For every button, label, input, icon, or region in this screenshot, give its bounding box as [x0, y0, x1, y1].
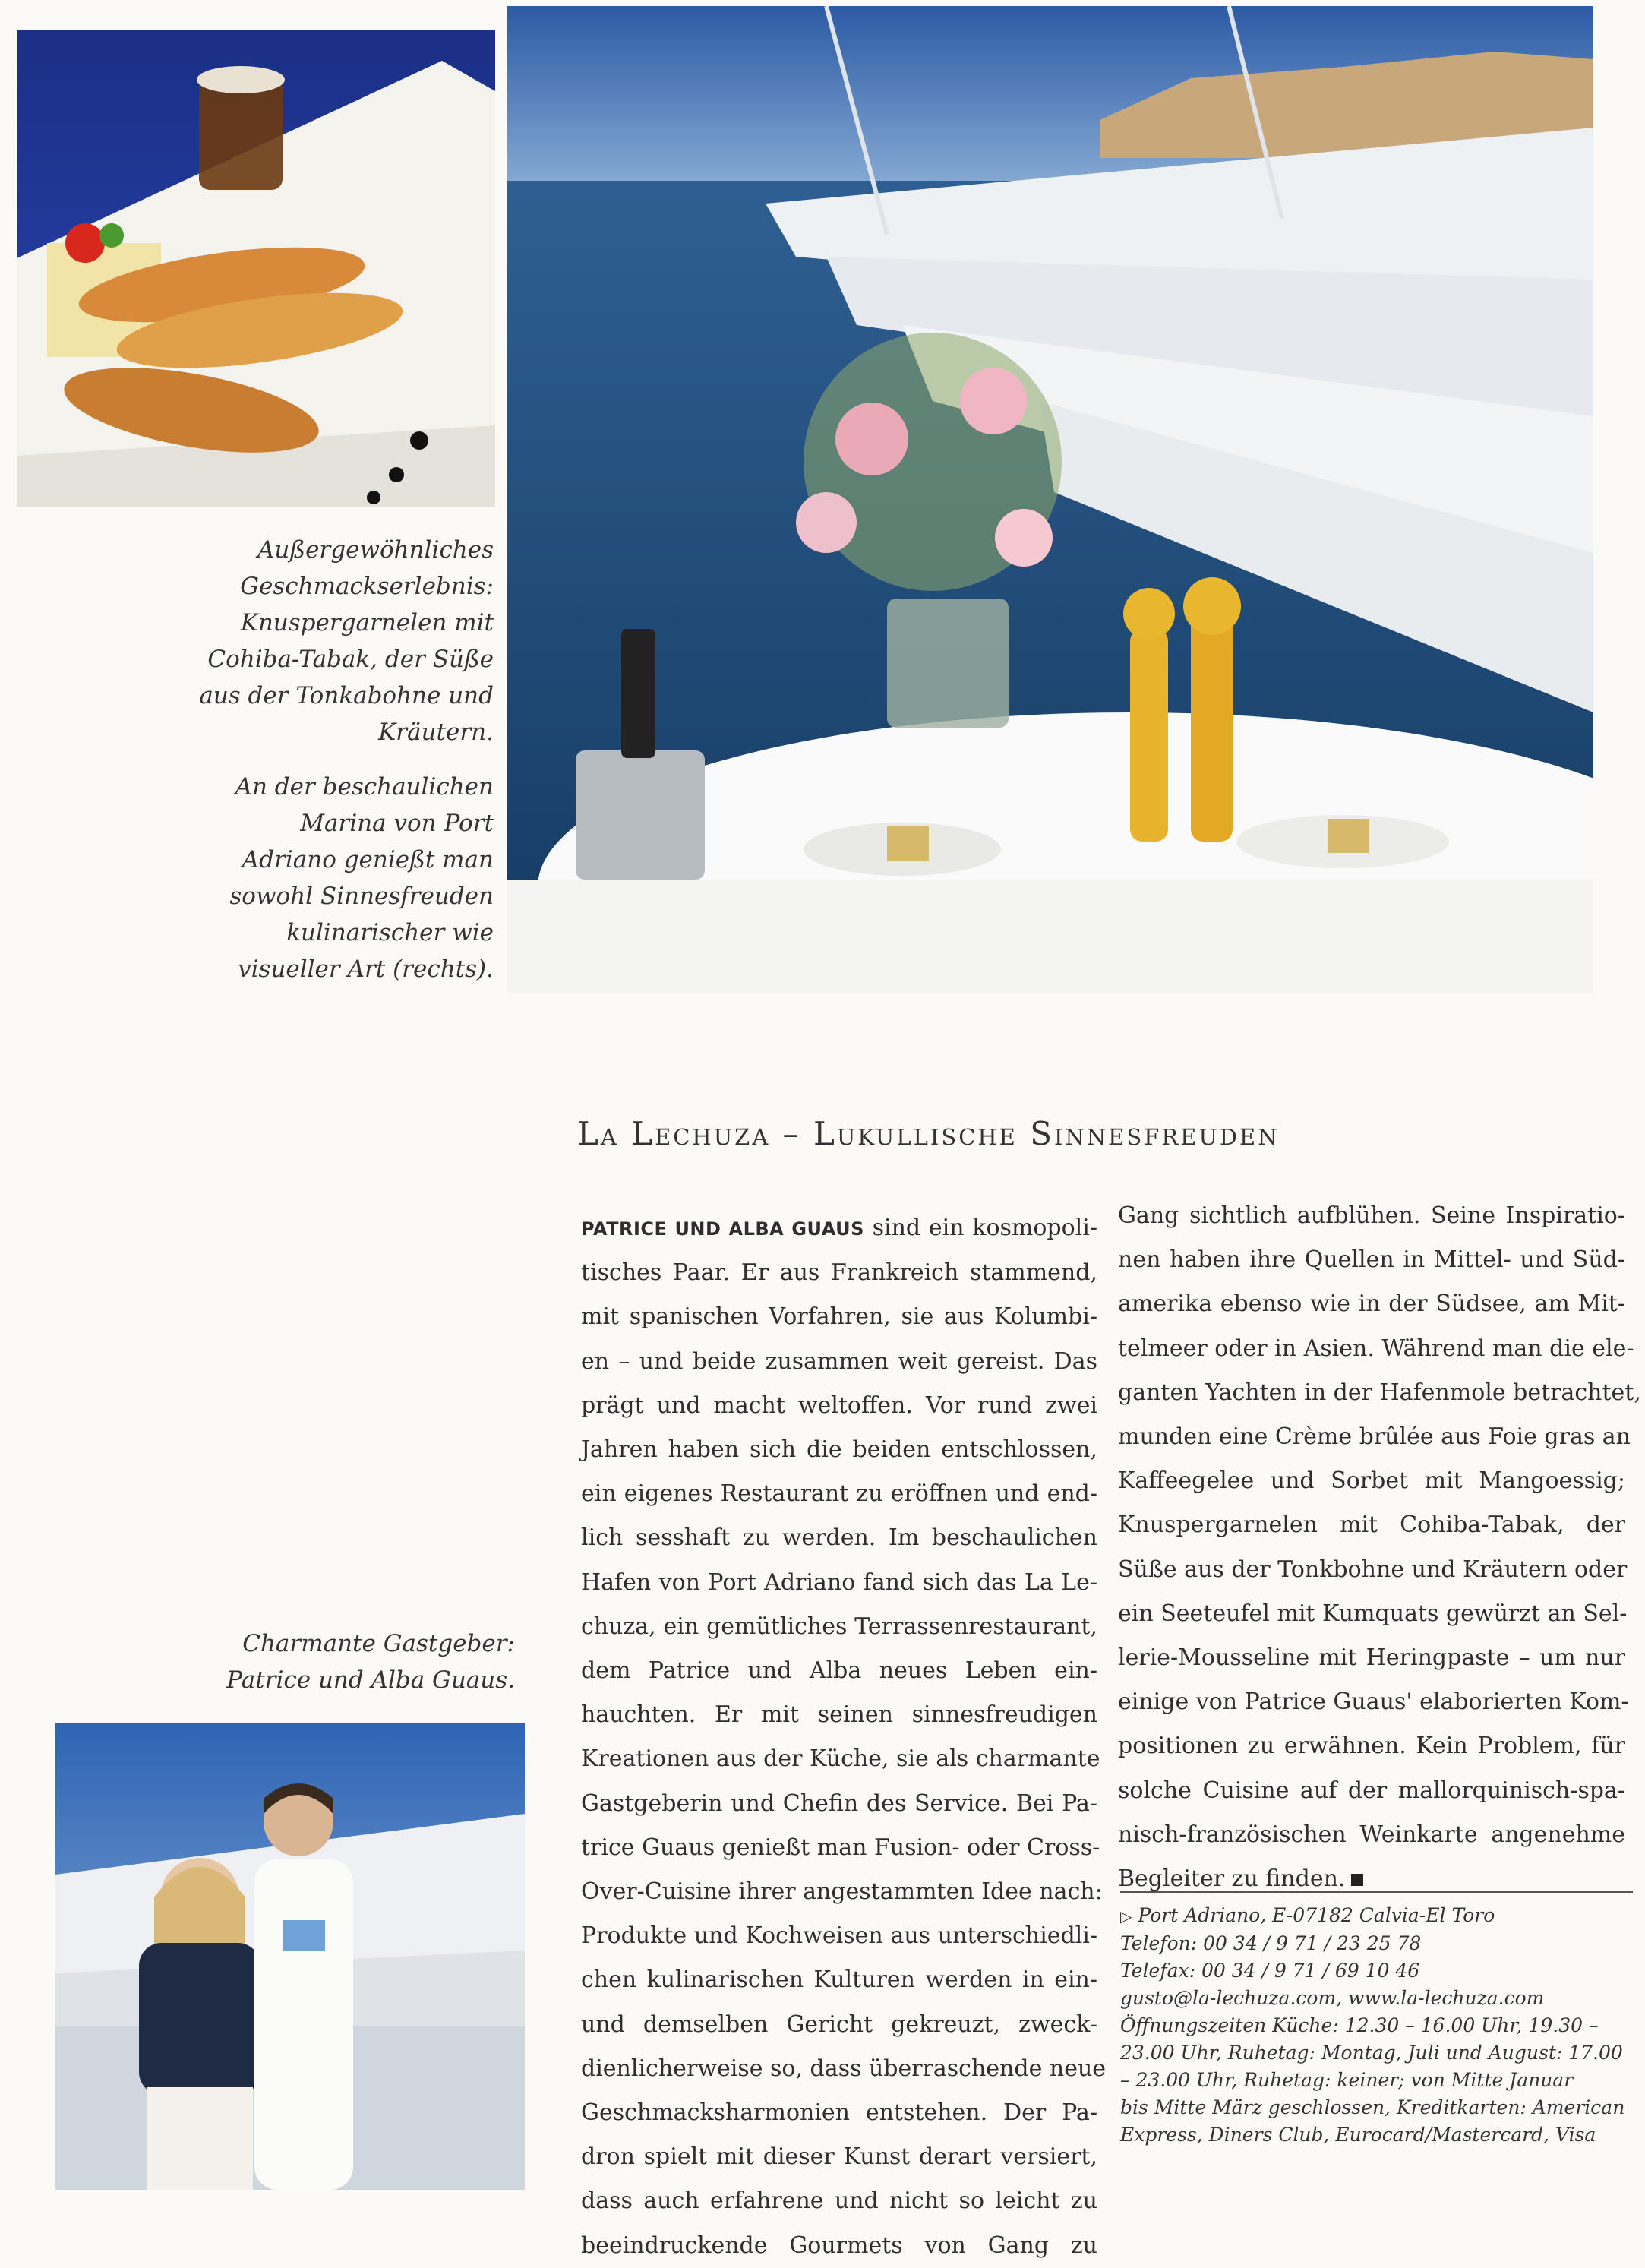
text-line: und demselben Gericht gekreuzt, zweck-: [581, 2011, 1097, 2038]
caption-food: [175, 532, 494, 750]
caption-line: Patrice und Alba Guaus.: [226, 1666, 515, 1694]
text-line: mit spanischen Vorfahren, sie aus Kolumbi-: [581, 1303, 1097, 1331]
caption-marina: [175, 769, 494, 987]
end-mark-icon: [1351, 1874, 1363, 1886]
text-line: Over-Cuisine ihrer angestammten Idee nach:: [581, 1878, 1103, 1906]
caption-line: Cohiba-Tabak, der Süße: [207, 646, 494, 673]
text-line: dienlicherweise so, dass überraschende neue: [581, 2055, 1107, 2082]
caption-hosts: [190, 1625, 515, 1698]
info-hours: – 23.00 Uhr, Ruhetag: keiner; von Mitte Januar: [1120, 2069, 1574, 2091]
text-line: tisches Paar. Er aus Frankreich stammend,: [581, 1259, 1097, 1287]
text-line: Geschmacksharmonien entstehen. Der Pa-: [581, 2099, 1097, 2127]
text-line: Begleiter zu finden.: [1118, 1865, 1346, 1893]
text-line: telmeer oder in Asien. Während man die ele-: [1118, 1335, 1634, 1362]
caption-line: sowohl Sinnesfreuden: [229, 883, 494, 910]
text-line: hauchten. Er mit seinen sinnesfreudigen: [581, 1701, 1097, 1729]
food-photo: [17, 30, 495, 507]
text-line: nisch-französischen Weinkarte angenehme: [1118, 1821, 1625, 1848]
text-line: Süße aus der Tonkbohne und Kräutern oder: [1118, 1556, 1628, 1583]
text-line: Kaffeegelee und Sorbet mit Mangoessig;: [1118, 1467, 1625, 1495]
text-line: ein Seeteufel mit Kumquats gewürzt an Sel-: [1118, 1600, 1628, 1627]
caption-line: Außergewöhnliches: [257, 536, 494, 564]
text-line: amerika ebenso wie in der Südsee, am Mit-: [1118, 1290, 1625, 1318]
marina-table-photo: [507, 6, 1593, 993]
text-line: Produkte und Kochweisen aus unterschiedli-: [581, 1922, 1097, 1950]
text-line: positionen zu erwähnen. Kein Problem, für: [1118, 1733, 1625, 1760]
caption-line: Knuspergarnelen mit: [240, 609, 494, 636]
caption-line: An der beschaulichen: [235, 773, 494, 801]
caption-line: Kräutern.: [378, 719, 494, 746]
info-hours: bis Mitte März geschlossen, Kreditkarten: American: [1120, 2096, 1625, 2118]
caption-line: visueller Art (rechts).: [238, 956, 494, 983]
text-line: Gang sichtlich aufblühen. Seine Inspiratio-: [1118, 1202, 1625, 1229]
text-line: Jahren haben sich die beiden entschlossen,: [581, 1436, 1097, 1464]
text-line: chuza, ein gemütliches Terrassenrestaurant,: [581, 1613, 1097, 1640]
info-email-web: gusto@la-lechuza.com, www.la-lechuza.com: [1120, 1987, 1545, 2009]
caption-line: aus der Tonkabohne und: [199, 682, 494, 709]
restaurant-info-box: [1120, 1891, 1633, 2149]
text-line: lich sesshaft zu werden. Im beschaulichen: [581, 1524, 1097, 1552]
text-line: dass auch erfahrene und nicht so leicht zu: [581, 2187, 1097, 2215]
text-line: nen haben ihre Quellen in Mittel- und Süd-: [1118, 1246, 1625, 1274]
text-line: Kreationen aus der Küche, sie als charmante: [581, 1745, 1100, 1773]
caption-line: Marina von Port: [300, 810, 494, 837]
text-line: prägt und macht weltoffen. Vor rund zwei: [581, 1391, 1097, 1419]
text-line: dem Patrice und Alba neues Leben ein-: [581, 1657, 1097, 1685]
article-column-left: [581, 1206, 1107, 2268]
info-fax: Telefax: 00 34 / 9 71 / 69 10 46: [1120, 1960, 1420, 1982]
triangle-marker-icon: ▷: [1120, 1907, 1132, 1925]
caption-line: Adriano genießt man: [242, 846, 494, 873]
text-line: trice Guaus genießt man Fusion- oder Cross-: [581, 1834, 1100, 1861]
info-address: Port Adriano, E-07182 Calvia-El Toro: [1138, 1904, 1495, 1926]
text-line: Hafen von Port Adriano fand sich das La Le-: [581, 1568, 1097, 1596]
info-hours: 23.00 Uhr, Ruhetag: Montag, Juli und August: 17.00: [1120, 2042, 1623, 2064]
article-lead: PATRICE UND ALBA GUAUS: [581, 1218, 864, 1240]
article-headline: La Lechuza – Lukullische Sinnesfreuden: [577, 1115, 1280, 1152]
text-line: beeindruckende Gourmets von Gang zu: [581, 2232, 1097, 2259]
info-cards: Express, Diners Club, Eurocard/Mastercard, Visa: [1120, 2124, 1596, 2146]
text-line: solche Cuisine auf der mallorquinisch-spa-: [1118, 1777, 1625, 1804]
hosts-photo: [55, 1723, 525, 2190]
text-line: sind ein kosmopoli-: [864, 1215, 1097, 1241]
text-line: einige von Patrice Guaus' elaborierten Kom-: [1118, 1688, 1629, 1716]
caption-line: Charmante Gastgeber:: [242, 1630, 515, 1657]
text-line: dron spielt mit dieser Kunst derart versiert,: [581, 2143, 1097, 2171]
text-line: munden eine Crème brûlée aus Foie gras an: [1118, 1423, 1631, 1451]
text-line: Knuspergarnelen mit Cohiba-Tabak, der: [1118, 1511, 1625, 1539]
text-line: Gastgeberin und Chefin des Service. Bei Pa-: [581, 1789, 1097, 1817]
caption-line: Geschmackserlebnis:: [240, 573, 494, 600]
article-column-right: [1118, 1194, 1641, 1901]
text-line: ein eigenes Restaurant zu eröffnen und end-: [581, 1480, 1097, 1508]
text-line: lerie-Mousseline mit Heringpaste – um nur: [1118, 1644, 1625, 1672]
text-line: ganten Yachten in der Hafenmole betrachtet,: [1118, 1379, 1641, 1406]
text-line: en – und beide zusammen weit gereist. Das: [581, 1347, 1097, 1375]
info-phone: Telefon: 00 34 / 9 71 / 23 25 78: [1120, 1932, 1422, 1954]
info-hours: Öffnungszeiten Küche: 12.30 – 16.00 Uhr, 19.30 –: [1120, 2014, 1599, 2036]
text-line: chen kulinarischen Kulturen werden in ein-: [581, 1966, 1097, 1994]
caption-line: kulinarischer wie: [286, 919, 494, 946]
